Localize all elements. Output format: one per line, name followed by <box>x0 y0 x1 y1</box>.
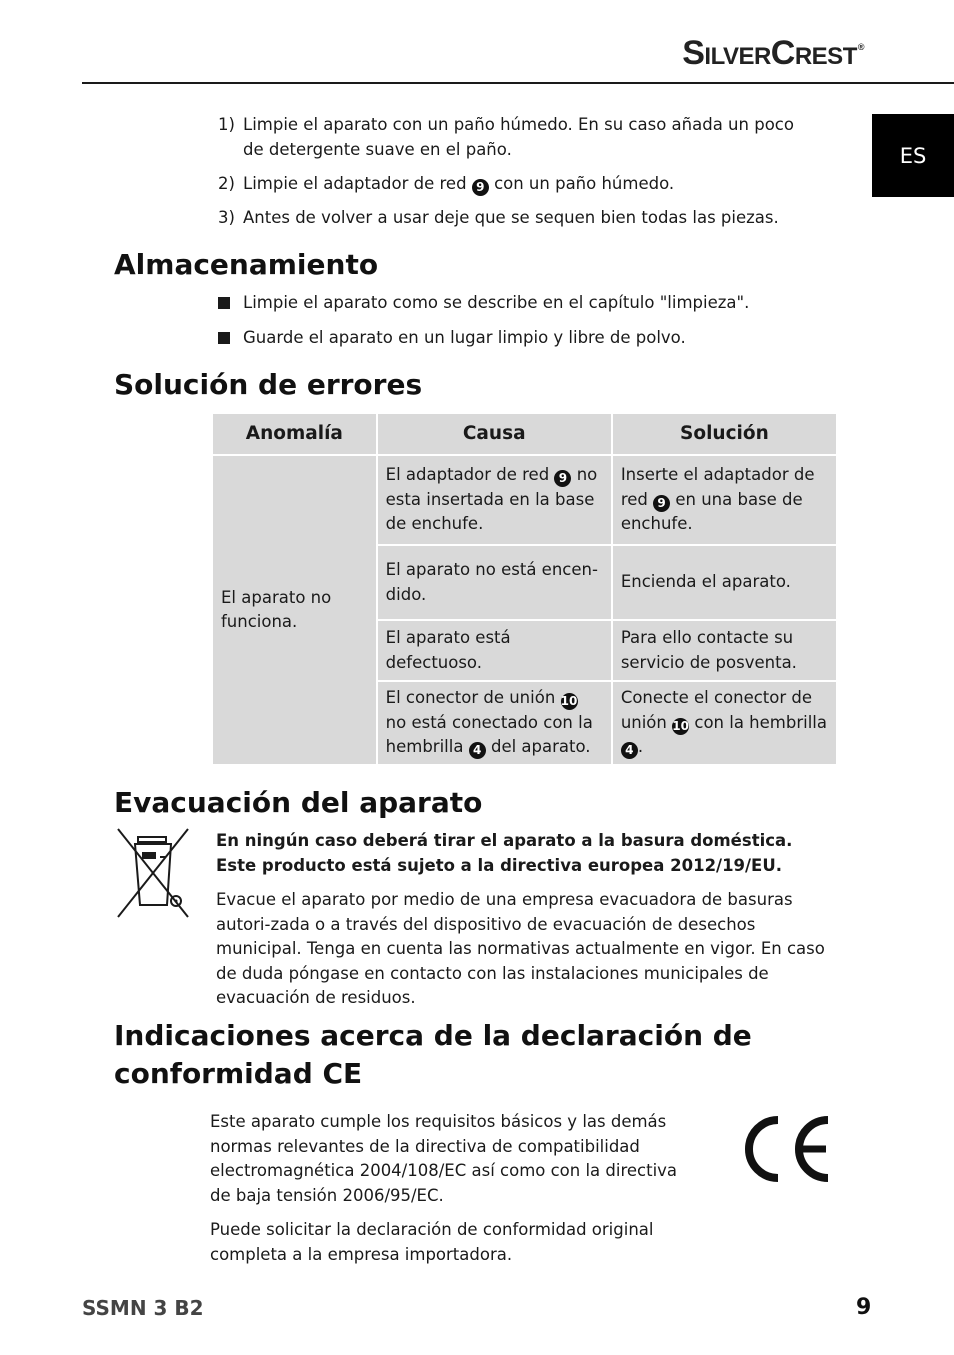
ref-9-icon: 9 <box>554 470 571 487</box>
cause-cell: El adaptador de red 9 no esta insertada en la base de enchufe. <box>377 455 612 545</box>
crossed-out-wheelie-bin-icon <box>116 827 190 919</box>
ref-10-icon: 10 <box>560 694 578 709</box>
storage-item: Limpie el aparato como se describe en el capítulo "limpieza". <box>218 291 818 316</box>
ref-9-icon: 9 <box>653 495 670 512</box>
cause-cell: El aparato no está encen-dido. <box>377 545 612 620</box>
troubleshooting-table <box>211 412 838 766</box>
solution-cell: Para ello contacte su servicio de posventa. <box>612 620 837 681</box>
ref-10-icon: 10 <box>672 718 689 733</box>
footer-model: SSMN 3 B2 <box>82 1296 204 1320</box>
disposal-heading: Evacuación del aparato <box>114 786 483 819</box>
ce-mark-icon <box>736 1112 832 1186</box>
disposal-warning: En ningún caso deberá tirar el aparato a la basura doméstica. Este producto está sujeto a la directiva europea 2012/19/EU. <box>216 831 793 875</box>
page-number: 9 <box>856 1295 872 1320</box>
cleaning-step-2: 2) Limpie el adaptador de red 9 con un paño húmedo. <box>218 174 675 194</box>
ref-9-icon: 9 <box>472 179 489 196</box>
solution-cell: Encienda el aparato. <box>612 545 837 620</box>
storage-heading: Almacenamiento <box>114 248 379 281</box>
bullet-square-icon <box>218 297 230 309</box>
cleaning-step-3: 3) Antes de volver a usar deje que se sequen bien todas las piezas. <box>218 208 779 227</box>
anomaly-cell: El aparato no funciona. <box>212 455 377 765</box>
troubleshooting-heading: Solución de errores <box>114 368 423 401</box>
language-tab: ES <box>872 114 954 197</box>
solution-cell: Conecte el conector de unión 10 con la hembrilla 4 . <box>612 681 837 765</box>
column-header: Causa <box>377 413 612 455</box>
ref-4-icon: 4 <box>469 742 486 759</box>
bullet-square-icon <box>218 332 230 344</box>
header-rule <box>82 82 954 84</box>
ce-paragraph-2: Puede solicitar la declaración de conformidad original completa a la empresa importadora. <box>210 1220 654 1264</box>
cause-cell: El aparato está defectuoso. <box>377 620 612 681</box>
brand-logo: SilverCrest® <box>682 34 864 72</box>
cause-cell: El conector de unión 10 no está conectado con la hembrilla 4 del aparato. <box>377 681 612 765</box>
table-header-row <box>212 413 837 455</box>
table-row <box>212 455 837 545</box>
column-header: Anomalía <box>212 413 377 455</box>
cleaning-step-1: 1) Limpie el aparato con un paño húmedo. En su caso añada un poco de detergente suave en el paño. <box>218 115 794 159</box>
ce-heading: Indicaciones acerca de la declaración de conformidad CE <box>114 1019 752 1090</box>
storage-item: Guarde el aparato en un lugar limpio y libre de polvo. <box>218 326 818 351</box>
ref-4-icon: 4 <box>621 742 638 759</box>
solution-cell: Inserte el adaptador de red 9 en una base de enchufe. <box>612 455 837 545</box>
disposal-text: Evacue el aparato por medio de una empresa evacuadora de basuras autori-zada o a través del dispositivo de evacuación de desechos municipal. Tenga en cuenta las normativas actualmente en vigor. En caso de duda póngase en contacto con las instalaciones municipales de evacuación de residuos. <box>216 890 825 1007</box>
ce-paragraph-1: Este aparato cumple los requisitos básicos y las demás normas relevantes de la directiva de compatibilidad electromagnética 2004/108/EC así como con la directiva de baja tensión 2006/95/EC. <box>210 1112 678 1205</box>
column-header: Solución <box>612 413 837 455</box>
